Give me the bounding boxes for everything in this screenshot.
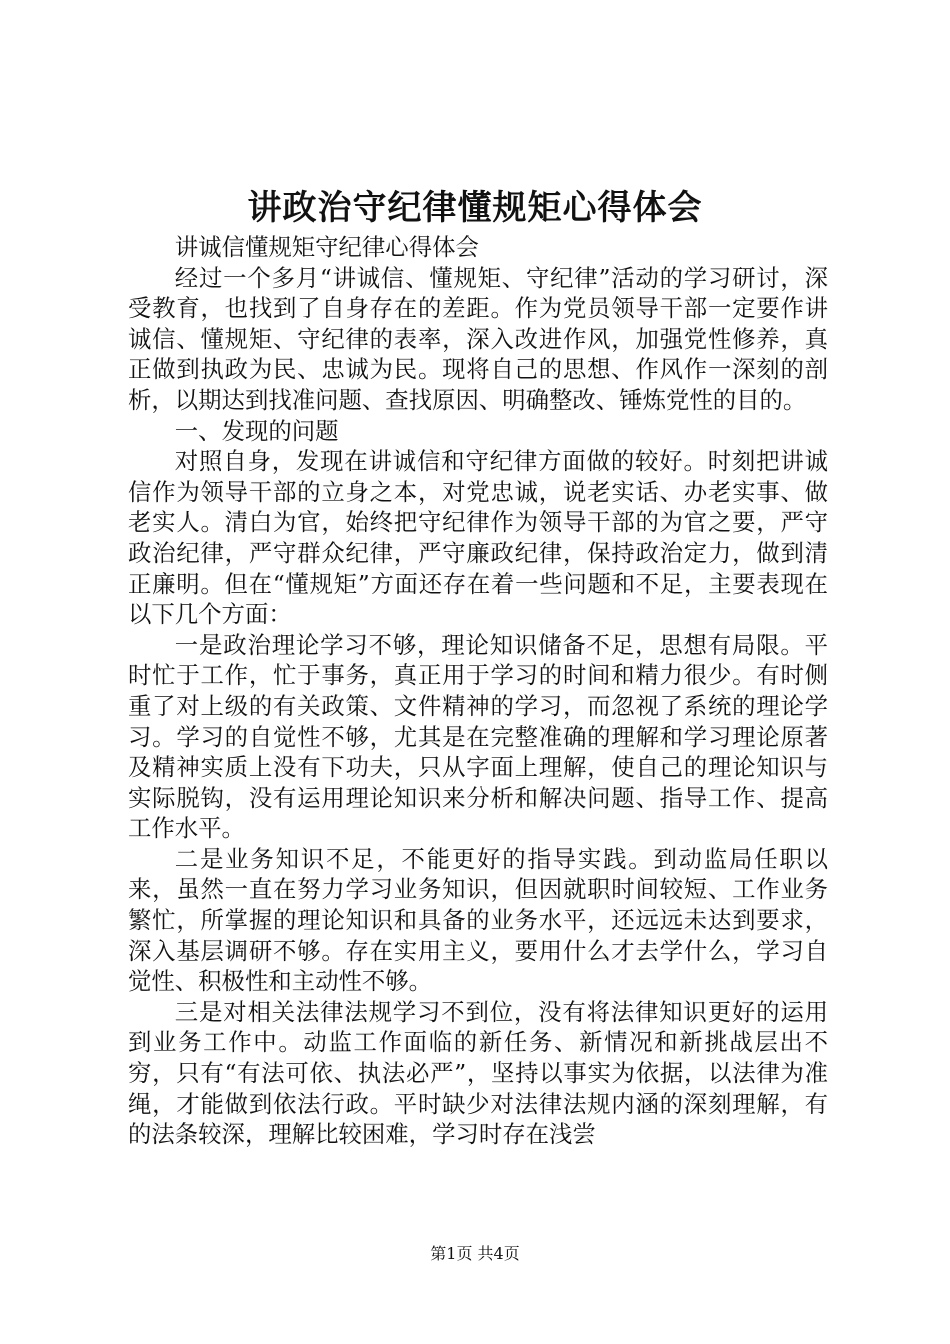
body-paragraph: 一是政治理论学习不够，理论知识储备不足，思想有局限。平时忙于工作，忙于事务，真正用于学习的时间和精力很少。有时侧重了对上级的有关政策、文件精神的学习，而忽视了系统的理论学习。学习的自觉性不够，尤其是在完整准确的理解和学习理论原著及精神实质上没有下功夫，只从字面上理解，使自己的理论知识与实际脱钩，没有运用理论知识来分析和解决问题、指导工作、提高工作水平。 [128, 630, 828, 843]
document-body [128, 232, 828, 1150]
page-number-footer: 第1页 共4页 [430, 1244, 520, 1263]
document-title: 讲政治守纪律懂规矩心得体会 [247, 188, 703, 228]
section-heading: 一、发现的问题 [174, 416, 339, 445]
intro-paragraph: 经过一个多月“讲诚信、懂规矩、守纪律”活动的学习研讨，深受教育，也找到了自身存在的差距。作为党员领导干部一定要作讲诚信、懂规矩、守纪律的表率，深入改进作风，加强党性修养，真正做到执政为民、忠诚为民。现将自己的思想、作风作一深刻的剖析，以期达到找准问题、查找原因、明确整改、锤炼党性的目的。 [128, 263, 828, 414]
body-paragraph: 二是业务知识不足，不能更好的指导实践。到动监局任职以来，虽然一直在努力学习业务知识，但因就职时间较短、工作业务繁忙，所掌握的理论知识和具备的业务水平，还远远未达到要求，深入基层调研不够。存在实用主义，要用什么才去学什么，学习自觉性、积极性和主动性不够。 [128, 844, 828, 996]
body-paragraph: 三是对相关法律法规学习不到位，没有将法律知识更好的运用到业务工作中。动监工作面临的新任务、新情况和新挑战层出不穷，只有“有法可依、执法必严”，坚持以事实为依据，以法律为准绳，才能做到依法行政。平时缺少对法律法规内涵的深刻理解，有的法条较深，理解比较困难，学习时存在浅尝 [128, 997, 828, 1149]
body-paragraph: 对照自身，发现在讲诚信和守纪律方面做的较好。时刻把讲诚信作为领导干部的立身之本，对党忠诚，说老实话、办老实事、做老实人。清白为官，始终把守纪律作为领导干部的为官之要，严守政治纪律，严守群众纪律，严守廉政纪律，保持政治定力，做到清正廉明。但在“懂规矩”方面还存在着一些问题和不足，主要表现在以下几个方面： [128, 447, 828, 629]
subtitle-paragraph: 讲诚信懂规矩守纪律心得体会 [174, 233, 479, 261]
